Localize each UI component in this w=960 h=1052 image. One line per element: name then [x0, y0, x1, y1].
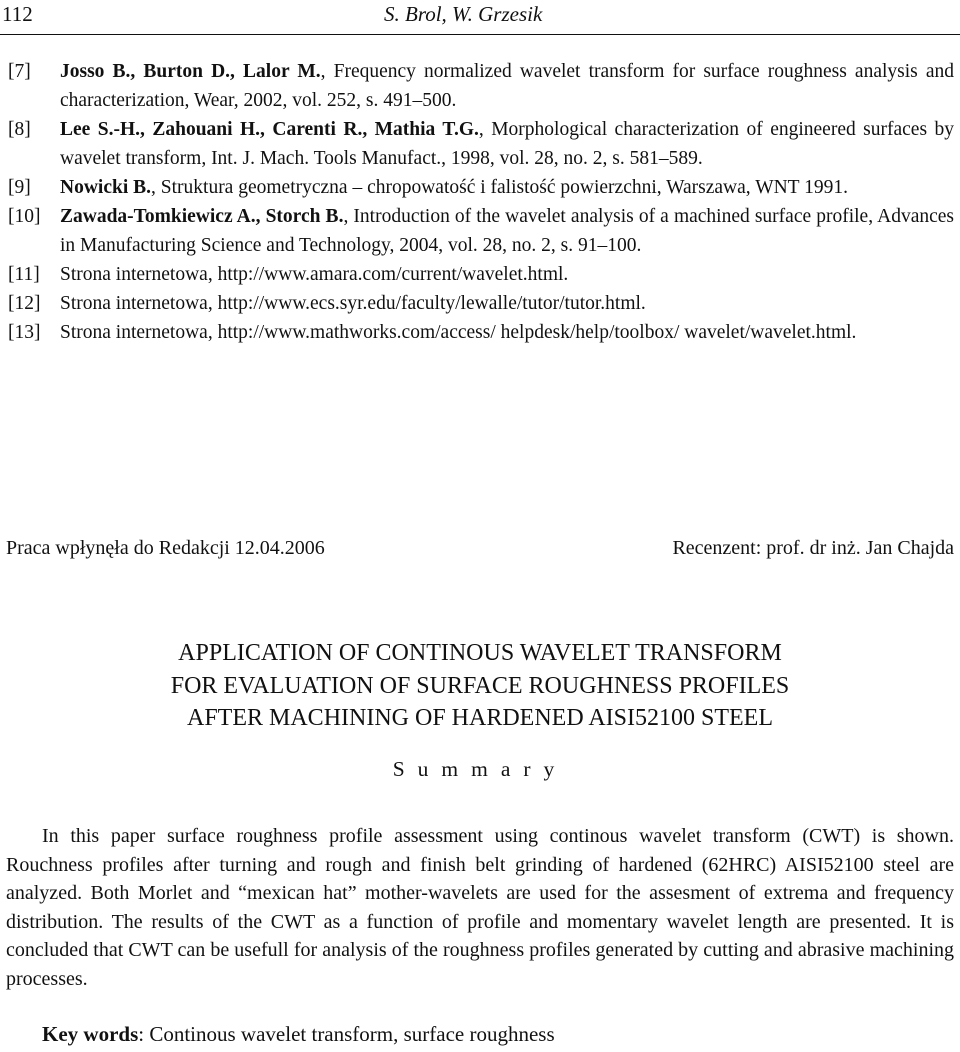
reference-number: [10] [8, 206, 41, 227]
abstract-text: In this paper surface roughness profile assessment using continous wavelet transform (CWT) is shown. Rouchness profiles after turning and rough and finish belt grinding of hardened (62HRC) AISI52100 steel are analyzed. Both Morlet and “mexican hat” mother-wavelets are used for the assesment of extrema and frequency distribution. The results of the CWT as a function of profile and momentary wavelet length are presented. It is concluded that CWT can be usefull for analysis of the roughness profiles generated by cutting and abrasive machining processes. [6, 825, 954, 990]
reference-number: [13] [8, 322, 41, 343]
reference-details: , Struktura geometryczna – chropowatość i falistość powierzchni, Warszawa, WNT 1991. [151, 177, 848, 198]
reference-list [8, 57, 954, 347]
reference-details: Strona internetowa, http://www.mathworks.com/access/ helpdesk/help/toolbox/ wavelet/wavelet.html. [60, 322, 857, 343]
keywords-label: Key words [42, 1022, 139, 1046]
reference-item [8, 173, 954, 202]
reference-text [60, 173, 954, 202]
english-title [0, 637, 960, 735]
reference-number: [8] [8, 119, 31, 140]
reference-item [8, 202, 954, 260]
header-rule [0, 34, 960, 35]
reviewer: Recenzent: prof. dr inż. Jan Chajda [672, 537, 954, 559]
reference-item [8, 318, 954, 347]
keywords [42, 1022, 555, 1047]
reference-number: [12] [8, 293, 41, 314]
running-head: S. Brol, W. Grzesik [384, 2, 543, 26]
title-line: APPLICATION OF CONTINOUS WAVELET TRANSFORM [178, 640, 782, 666]
reference-text [60, 57, 954, 115]
reference-item [8, 57, 954, 115]
reference-text [60, 318, 954, 347]
reference-text [60, 202, 954, 260]
page-header [0, 0, 960, 34]
reference-authors: Lee S.-H., Zahouani H., Carenti R., Mathia T.G. [60, 119, 479, 140]
reference-details: , Frequency normalized wavelet transform for surface roughness analysis and characterization, Wear, 2002, vol. 252, s. 491–500. [60, 61, 954, 111]
reference-details: , Introduction of the wavelet analysis of a machined surface profile, Advances in Manufacturing Science and Technology, 2004, vol. 28, no. 2, s. 91–100. [60, 206, 954, 256]
reference-text [60, 115, 954, 173]
title-line: AFTER MACHINING OF HARDENED AISI52100 STEEL [187, 705, 773, 731]
reference-number: [7] [8, 61, 31, 82]
reference-number: [9] [8, 177, 31, 198]
reference-text [60, 260, 954, 289]
reference-authors: Nowicki B. [60, 177, 152, 198]
received-date: Praca wpłynęła do Redakcji 12.04.2006 [6, 537, 325, 559]
summary-heading: Summary [392, 757, 568, 781]
reference-authors: Josso B., Burton D., Lalor M. [60, 61, 321, 82]
title-line: FOR EVALUATION OF SURFACE ROUGHNESS PROFILES [170, 672, 790, 699]
reference-item [8, 115, 954, 173]
reference-details: , Morphological characterization of engineered surfaces by wavelet transform, Int. J. Mach. Tools Manufact., 1998, vol. 28, no. 2, s. 581–589. [60, 119, 954, 169]
reference-item [8, 289, 954, 318]
reference-details: Strona internetowa, http://www.ecs.syr.edu/faculty/lewalle/tutor/tutor.html. [60, 293, 646, 314]
reference-number: [11] [8, 264, 40, 285]
keywords-text: : Continous wavelet transform, surface roughness [138, 1022, 555, 1046]
reference-item [8, 260, 954, 289]
reference-authors: Zawada-Tomkiewicz A., Storch B. [60, 206, 344, 227]
page-number: 112 [2, 2, 33, 26]
reference-text [60, 289, 954, 318]
reference-details: Strona internetowa, http://www.amara.com/current/wavelet.html. [60, 264, 569, 285]
